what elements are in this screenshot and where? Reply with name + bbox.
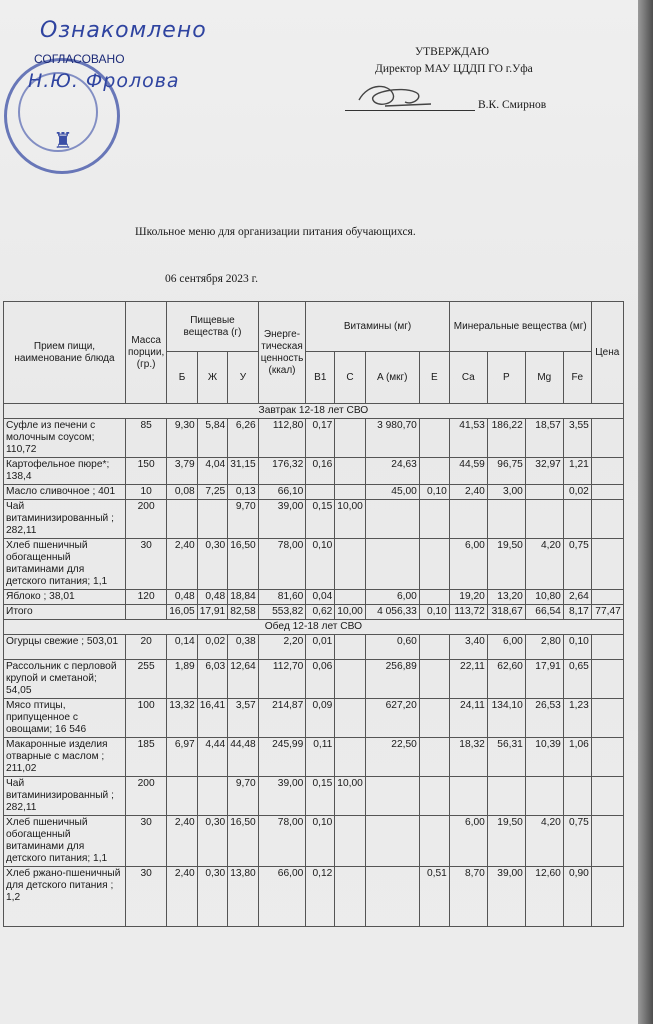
value-cell — [563, 777, 591, 816]
value-cell: 2,40 — [167, 867, 198, 927]
header-fat: Ж — [197, 352, 228, 404]
menu-table-body — [4, 404, 624, 927]
value-cell: 0,15 — [306, 777, 335, 816]
value-cell: 1,89 — [167, 660, 198, 699]
photo-background-edge — [638, 0, 653, 1024]
dish-name-cell: Хлеб ржано-пшеничный для детского питания ; 1,2 — [4, 867, 126, 927]
value-cell: 41,53 — [449, 419, 487, 458]
value-cell: 255 — [126, 660, 167, 699]
table-row — [4, 590, 624, 605]
value-cell: 16,50 — [228, 816, 259, 867]
value-cell: 81,60 — [258, 590, 306, 605]
value-cell: 186,22 — [487, 419, 525, 458]
header-p: P — [487, 352, 525, 404]
dish-name-cell: Макаронные изделия отварные с маслом ; 211,02 — [4, 738, 126, 777]
value-cell — [335, 660, 366, 699]
value-cell — [591, 539, 623, 590]
value-cell — [487, 777, 525, 816]
dish-name-cell: Яблоко ; 38,01 — [4, 590, 126, 605]
value-cell: 44,48 — [228, 738, 259, 777]
dish-name-cell: Суфле из печени с молочным соусом; 110,72 — [4, 419, 126, 458]
value-cell: 85 — [126, 419, 167, 458]
value-cell: 96,75 — [487, 458, 525, 485]
value-cell: 6,00 — [365, 590, 419, 605]
value-cell — [419, 660, 449, 699]
value-cell — [419, 738, 449, 777]
value-cell: 113,72 — [449, 605, 487, 620]
value-cell: 4,20 — [525, 539, 563, 590]
value-cell: 4,20 — [525, 816, 563, 867]
value-cell: 8,70 — [449, 867, 487, 927]
header-minerals: Минеральные вещества (мг) — [449, 302, 591, 352]
value-cell: 3,55 — [563, 419, 591, 458]
value-cell — [365, 500, 419, 539]
value-cell — [335, 590, 366, 605]
section-header — [4, 620, 624, 635]
value-cell: 6,00 — [449, 816, 487, 867]
value-cell: 9,70 — [228, 777, 259, 816]
value-cell — [335, 539, 366, 590]
value-cell: 18,32 — [449, 738, 487, 777]
value-cell: 0,30 — [197, 867, 228, 927]
value-cell: 200 — [126, 500, 167, 539]
value-cell: 0,65 — [563, 660, 591, 699]
value-cell — [335, 635, 366, 660]
value-cell: 120 — [126, 590, 167, 605]
value-cell — [591, 590, 623, 605]
value-cell — [419, 816, 449, 867]
value-cell — [591, 419, 623, 458]
value-cell — [591, 699, 623, 738]
table-row — [4, 777, 624, 816]
value-cell: 0,90 — [563, 867, 591, 927]
value-cell: 2,40 — [449, 485, 487, 500]
value-cell: 32,97 — [525, 458, 563, 485]
value-cell: 3,57 — [228, 699, 259, 738]
value-cell — [167, 777, 198, 816]
value-cell: 22,50 — [365, 738, 419, 777]
value-cell — [365, 539, 419, 590]
value-cell — [335, 699, 366, 738]
value-cell: 2,80 — [525, 635, 563, 660]
value-cell: 3,40 — [449, 635, 487, 660]
header-e: E — [419, 352, 449, 404]
value-cell: 0,09 — [306, 699, 335, 738]
value-cell: 0,06 — [306, 660, 335, 699]
value-cell: 4 056,33 — [365, 605, 419, 620]
value-cell: 0,02 — [563, 485, 591, 500]
value-cell: 150 — [126, 458, 167, 485]
value-cell: 3,79 — [167, 458, 198, 485]
value-cell: 2,40 — [167, 816, 198, 867]
table-row — [4, 485, 624, 500]
value-cell — [419, 777, 449, 816]
dish-name-cell: Рассольник с перловой крупой и сметаной; 54,05 — [4, 660, 126, 699]
value-cell — [335, 458, 366, 485]
approval-signer: В.К. Смирнов — [478, 99, 547, 111]
value-cell: 0,16 — [306, 458, 335, 485]
value-cell: 66,10 — [258, 485, 306, 500]
table-row — [4, 539, 624, 590]
value-cell: 0,15 — [306, 500, 335, 539]
value-cell — [591, 777, 623, 816]
value-cell: 13,32 — [167, 699, 198, 738]
dish-name-cell: Итого — [4, 605, 126, 620]
header-fe: Fe — [563, 352, 591, 404]
value-cell: 553,82 — [258, 605, 306, 620]
value-cell — [591, 635, 623, 660]
value-cell: 13,80 — [228, 867, 259, 927]
value-cell — [487, 500, 525, 539]
value-cell: 66,54 — [525, 605, 563, 620]
value-cell — [525, 777, 563, 816]
value-cell: 214,87 — [258, 699, 306, 738]
table-row — [4, 867, 624, 927]
signature-line — [345, 110, 475, 111]
value-cell: 22,11 — [449, 660, 487, 699]
value-cell: 62,60 — [487, 660, 525, 699]
value-cell: 0,51 — [419, 867, 449, 927]
dish-name-cell: Чай витаминизированный ; 282,11 — [4, 777, 126, 816]
value-cell — [525, 485, 563, 500]
value-cell: 0,10 — [563, 635, 591, 660]
value-cell: 134,10 — [487, 699, 525, 738]
value-cell — [419, 419, 449, 458]
value-cell — [591, 500, 623, 539]
value-cell: 10,00 — [335, 605, 366, 620]
value-cell — [419, 458, 449, 485]
value-cell — [419, 635, 449, 660]
value-cell: 2,64 — [563, 590, 591, 605]
value-cell: 0,02 — [197, 635, 228, 660]
table-row — [4, 738, 624, 777]
value-cell — [449, 500, 487, 539]
value-cell: 10,80 — [525, 590, 563, 605]
value-cell: 0,38 — [228, 635, 259, 660]
value-cell: 6,00 — [449, 539, 487, 590]
table-row — [4, 699, 624, 738]
value-cell: 0,75 — [563, 816, 591, 867]
dish-name-cell: Масло сливочное ; 401 — [4, 485, 126, 500]
value-cell — [591, 738, 623, 777]
value-cell — [525, 500, 563, 539]
agreed-signature: Н.Ю. Фролова — [28, 70, 180, 92]
value-cell: 16,50 — [228, 539, 259, 590]
value-cell: 18,57 — [525, 419, 563, 458]
section-header — [4, 404, 624, 419]
value-cell — [365, 816, 419, 867]
value-cell — [126, 605, 167, 620]
value-cell — [563, 500, 591, 539]
value-cell: 66,00 — [258, 867, 306, 927]
value-cell: 0,48 — [197, 590, 228, 605]
value-cell: 78,00 — [258, 539, 306, 590]
value-cell — [167, 500, 198, 539]
approval-position: Директор МАУ ЦДДП ГО г.Уфа — [375, 63, 533, 75]
value-cell: 2,20 — [258, 635, 306, 660]
value-cell: 4,04 — [197, 458, 228, 485]
value-cell: 0,17 — [306, 419, 335, 458]
value-cell: 5,84 — [197, 419, 228, 458]
value-cell: 2,40 — [167, 539, 198, 590]
agreed-label: СОГЛАСОВАНО — [34, 52, 125, 66]
value-cell: 0,30 — [197, 539, 228, 590]
value-cell: 1,06 — [563, 738, 591, 777]
value-cell: 3,00 — [487, 485, 525, 500]
table-row — [4, 500, 624, 539]
value-cell: 16,41 — [197, 699, 228, 738]
value-cell: 9,70 — [228, 500, 259, 539]
header-b1: B1 — [306, 352, 335, 404]
value-cell: 24,63 — [365, 458, 419, 485]
value-cell: 10 — [126, 485, 167, 500]
dish-name-cell: Мясо птицы, припущенное с овощами; 16 546 — [4, 699, 126, 738]
header-nutrients: Пищевые вещества (г) — [167, 302, 259, 352]
value-cell: 112,70 — [258, 660, 306, 699]
dish-name-cell: Чай витаминизированный ; 282,11 — [4, 500, 126, 539]
value-cell: 0,08 — [167, 485, 198, 500]
value-cell: 1,21 — [563, 458, 591, 485]
value-cell: 30 — [126, 867, 167, 927]
value-cell — [591, 867, 623, 927]
header-mass: Масса порции, (гр.) — [126, 302, 167, 404]
table-row — [4, 660, 624, 699]
value-cell: 30 — [126, 816, 167, 867]
value-cell: 6,00 — [487, 635, 525, 660]
value-cell: 245,99 — [258, 738, 306, 777]
value-cell: 44,59 — [449, 458, 487, 485]
header-carbs: У — [228, 352, 259, 404]
seal-emblem-icon: ♜ — [53, 128, 73, 153]
value-cell: 200 — [126, 777, 167, 816]
value-cell: 0,60 — [365, 635, 419, 660]
value-cell: 185 — [126, 738, 167, 777]
value-cell: 78,00 — [258, 816, 306, 867]
value-cell: 9,30 — [167, 419, 198, 458]
value-cell: 1,23 — [563, 699, 591, 738]
value-cell: 39,00 — [487, 867, 525, 927]
value-cell: 13,20 — [487, 590, 525, 605]
value-cell: 10,00 — [335, 500, 366, 539]
value-cell: 39,00 — [258, 777, 306, 816]
table-row — [4, 635, 624, 660]
header-energy: Энерге-тическая ценность (ккал) — [258, 302, 306, 404]
value-cell: 6,26 — [228, 419, 259, 458]
section-title: Обед 12-18 лет СВО — [4, 620, 624, 635]
value-cell: 112,80 — [258, 419, 306, 458]
value-cell: 3 980,70 — [365, 419, 419, 458]
value-cell: 0,12 — [306, 867, 335, 927]
value-cell — [419, 699, 449, 738]
value-cell — [419, 500, 449, 539]
header-ca: Ca — [449, 352, 487, 404]
value-cell: 16,05 — [167, 605, 198, 620]
value-cell: 7,25 — [197, 485, 228, 500]
header-meal: Прием пищи, наименование блюда — [4, 302, 126, 404]
value-cell — [419, 539, 449, 590]
value-cell: 17,91 — [525, 660, 563, 699]
table-row — [4, 458, 624, 485]
value-cell — [335, 816, 366, 867]
value-cell: 256,89 — [365, 660, 419, 699]
value-cell: 0,10 — [306, 539, 335, 590]
header-a: A (мкг) — [365, 352, 419, 404]
value-cell: 0,62 — [306, 605, 335, 620]
value-cell: 0,14 — [167, 635, 198, 660]
section-title: Завтрак 12-18 лет СВО — [4, 404, 624, 419]
acknowledged-handwriting: Ознакомлено — [40, 18, 207, 43]
value-cell — [197, 500, 228, 539]
value-cell: 0,11 — [306, 738, 335, 777]
value-cell: 6,97 — [167, 738, 198, 777]
agreement-stamp — [2, 30, 167, 155]
value-cell: 0,10 — [306, 816, 335, 867]
value-cell — [591, 458, 623, 485]
value-cell — [197, 777, 228, 816]
header-price: Цена — [591, 302, 623, 404]
value-cell: 17,91 — [197, 605, 228, 620]
header-protein: Б — [167, 352, 198, 404]
table-row — [4, 419, 624, 458]
dish-name-cell: Хлеб пшеничный обогащенный витаминами для детского питания; 1,1 — [4, 816, 126, 867]
value-cell: 0,75 — [563, 539, 591, 590]
value-cell — [306, 485, 335, 500]
header-vitamins: Витамины (мг) — [306, 302, 450, 352]
value-cell: 0,01 — [306, 635, 335, 660]
value-cell — [335, 867, 366, 927]
value-cell — [335, 738, 366, 777]
header-c: C — [335, 352, 366, 404]
value-cell: 0,10 — [419, 605, 449, 620]
value-cell: 20 — [126, 635, 167, 660]
document-date: 06 сентября 2023 г. — [165, 273, 258, 285]
value-cell: 19,50 — [487, 816, 525, 867]
value-cell — [591, 816, 623, 867]
value-cell: 0,13 — [228, 485, 259, 500]
value-cell: 39,00 — [258, 500, 306, 539]
approval-title: УТВЕРЖДАЮ — [415, 46, 490, 58]
value-cell: 318,67 — [487, 605, 525, 620]
value-cell — [335, 485, 366, 500]
value-cell: 627,20 — [365, 699, 419, 738]
menu-table — [3, 301, 624, 927]
value-cell: 45,00 — [365, 485, 419, 500]
director-signature-icon — [355, 78, 435, 112]
table-row — [4, 605, 624, 620]
value-cell: 10,00 — [335, 777, 366, 816]
value-cell: 8,17 — [563, 605, 591, 620]
header-mg: Mg — [525, 352, 563, 404]
value-cell: 24,11 — [449, 699, 487, 738]
value-cell: 31,15 — [228, 458, 259, 485]
value-cell — [449, 777, 487, 816]
value-cell: 6,03 — [197, 660, 228, 699]
value-cell: 176,32 — [258, 458, 306, 485]
value-cell: 12,64 — [228, 660, 259, 699]
value-cell: 19,20 — [449, 590, 487, 605]
value-cell: 19,50 — [487, 539, 525, 590]
value-cell: 10,39 — [525, 738, 563, 777]
value-cell — [419, 590, 449, 605]
value-cell: 30 — [126, 539, 167, 590]
value-cell — [365, 777, 419, 816]
value-cell: 12,60 — [525, 867, 563, 927]
value-cell — [591, 485, 623, 500]
value-cell: 82,58 — [228, 605, 259, 620]
dish-name-cell: Огурцы свежие ; 503,01 — [4, 635, 126, 660]
value-cell: 100 — [126, 699, 167, 738]
value-cell — [335, 419, 366, 458]
value-cell: 26,53 — [525, 699, 563, 738]
value-cell: 77,47 — [591, 605, 623, 620]
table-row — [4, 816, 624, 867]
value-cell: 0,04 — [306, 590, 335, 605]
dish-name-cell: Хлеб пшеничный обогащенный витаминами для детского питания; 1,1 — [4, 539, 126, 590]
value-cell: 4,44 — [197, 738, 228, 777]
value-cell: 0,10 — [419, 485, 449, 500]
value-cell: 56,31 — [487, 738, 525, 777]
value-cell: 0,30 — [197, 816, 228, 867]
value-cell: 18,84 — [228, 590, 259, 605]
value-cell: 0,48 — [167, 590, 198, 605]
value-cell — [365, 867, 419, 927]
value-cell — [591, 660, 623, 699]
dish-name-cell: Картофельное пюре*; 138,4 — [4, 458, 126, 485]
document-title: Школьное меню для организации питания обучающихся. — [135, 226, 416, 238]
